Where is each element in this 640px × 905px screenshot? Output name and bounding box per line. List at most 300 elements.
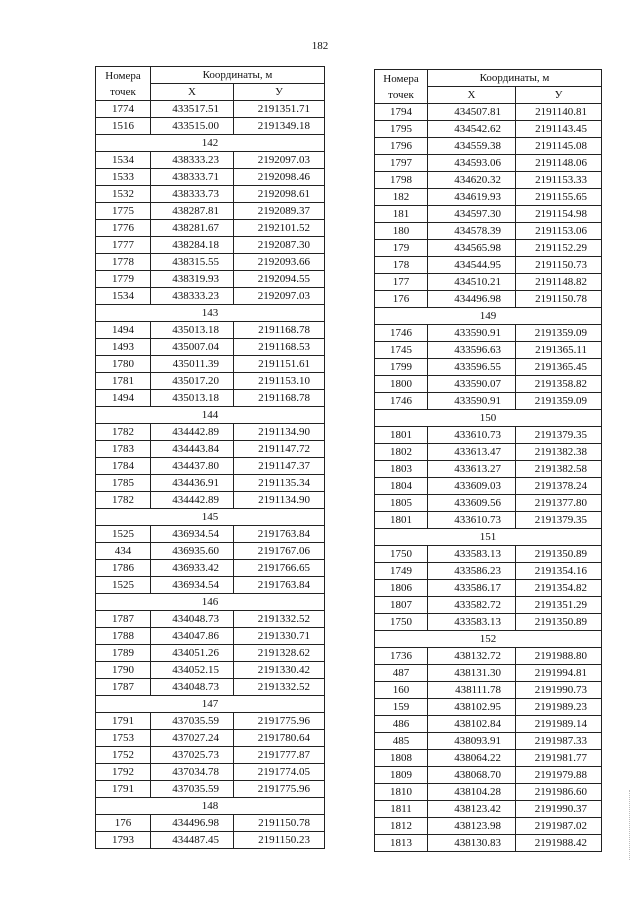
section-row	[375, 410, 602, 427]
x-coordinate-cell: 434052.15	[151, 662, 234, 679]
x-coordinate-cell: 438123.42	[428, 801, 516, 818]
y-coordinate-cell: 2191153.06	[516, 223, 602, 240]
point-number-cell: 1805	[375, 495, 428, 512]
point-number-cell: 1778	[96, 254, 151, 271]
x-coordinate-cell: 438064.22	[428, 750, 516, 767]
x-coordinate-cell: 434436.91	[151, 475, 234, 492]
table-row	[96, 339, 325, 356]
table-row	[375, 801, 602, 818]
point-number-cell: 1809	[375, 767, 428, 784]
table-row	[375, 121, 602, 138]
point-number-cell: 1803	[375, 461, 428, 478]
x-coordinate-cell: 434542.62	[428, 121, 516, 138]
x-coordinate-cell: 437027.24	[151, 730, 234, 747]
x-coordinate-cell: 438104.28	[428, 784, 516, 801]
point-number-cell: 1795	[375, 121, 428, 138]
point-number-cell: 1774	[96, 101, 151, 118]
y-coordinate-cell: 2191168.53	[234, 339, 325, 356]
table-row	[375, 223, 602, 240]
point-number-cell: 487	[375, 665, 428, 682]
point-number-cell: 1804	[375, 478, 428, 495]
table-row	[96, 169, 325, 186]
y-coordinate-cell: 2192097.03	[234, 288, 325, 305]
table-row	[96, 186, 325, 203]
x-coordinate-cell: 438111.78	[428, 682, 516, 699]
y-coordinate-cell: 2191379.35	[516, 427, 602, 444]
x-coordinate-cell: 434620.32	[428, 172, 516, 189]
section-row	[96, 135, 325, 152]
y-coordinate-cell: 2191359.09	[516, 393, 602, 410]
point-number-cell: 1777	[96, 237, 151, 254]
x-coordinate-cell: 433586.17	[428, 580, 516, 597]
y-coordinate-cell: 2191990.73	[516, 682, 602, 699]
x-coordinate-cell: 434443.84	[151, 441, 234, 458]
table-row	[96, 322, 325, 339]
table-row	[375, 563, 602, 580]
x-coordinate-cell: 438068.70	[428, 767, 516, 784]
point-number-cell: 1806	[375, 580, 428, 597]
scan-edge-mark	[629, 790, 632, 860]
x-coordinate-cell: 434559.38	[428, 138, 516, 155]
point-number-cell: 179	[375, 240, 428, 257]
table-row	[96, 662, 325, 679]
point-number-cell: 1736	[375, 648, 428, 665]
point-number-cell: 180	[375, 223, 428, 240]
point-number-cell: 1534	[96, 288, 151, 305]
y-coordinate-cell: 2191351.71	[234, 101, 325, 118]
y-coordinate-cell: 2191134.90	[234, 424, 325, 441]
y-coordinate-cell: 2191349.18	[234, 118, 325, 135]
table-row	[375, 716, 602, 733]
y-coordinate-cell: 2191988.42	[516, 835, 602, 852]
table-row	[375, 648, 602, 665]
section-number: 144	[96, 407, 325, 424]
x-coordinate-cell: 434051.26	[151, 645, 234, 662]
x-coordinate-cell: 438123.98	[428, 818, 516, 835]
table-row	[375, 393, 602, 410]
point-number-cell: 1782	[96, 492, 151, 509]
y-coordinate-cell: 2191148.82	[516, 274, 602, 291]
x-coordinate-cell: 434597.30	[428, 206, 516, 223]
x-coordinate-cell: 434487.45	[151, 832, 234, 849]
x-coordinate-cell: 435011.39	[151, 356, 234, 373]
point-number-cell: 1792	[96, 764, 151, 781]
point-number-cell: 1784	[96, 458, 151, 475]
table-row	[375, 597, 602, 614]
point-number-cell: 1493	[96, 339, 151, 356]
y-coordinate-cell: 2191332.52	[234, 679, 325, 696]
point-number-cell: 181	[375, 206, 428, 223]
table-row	[96, 237, 325, 254]
y-coordinate-cell: 2191382.58	[516, 461, 602, 478]
coordinates-table-left	[95, 66, 325, 849]
table-row	[96, 713, 325, 730]
x-coordinate-cell: 438102.84	[428, 716, 516, 733]
section-number: 147	[96, 696, 325, 713]
table-row	[375, 172, 602, 189]
point-number-cell: 160	[375, 682, 428, 699]
x-coordinate-cell: 434496.98	[428, 291, 516, 308]
x-coordinate-cell: 436934.54	[151, 577, 234, 594]
y-coordinate-cell: 2191365.45	[516, 359, 602, 376]
table-row	[375, 325, 602, 342]
header-points: Номера точек	[375, 70, 428, 104]
point-number-cell: 1786	[96, 560, 151, 577]
y-coordinate-cell: 2191148.06	[516, 155, 602, 172]
y-coordinate-cell: 2191351.29	[516, 597, 602, 614]
table-row	[96, 747, 325, 764]
point-number-cell: 1780	[96, 356, 151, 373]
section-number: 146	[96, 594, 325, 611]
point-number-cell: 1782	[96, 424, 151, 441]
x-coordinate-cell: 433515.00	[151, 118, 234, 135]
y-coordinate-cell: 2192098.61	[234, 186, 325, 203]
point-number-cell: 1785	[96, 475, 151, 492]
table-row	[96, 577, 325, 594]
y-coordinate-cell: 2191145.08	[516, 138, 602, 155]
table-row	[96, 441, 325, 458]
x-coordinate-cell: 438333.23	[151, 152, 234, 169]
point-number-cell: 1813	[375, 835, 428, 852]
point-number-cell: 1807	[375, 597, 428, 614]
y-coordinate-cell: 2191150.78	[516, 291, 602, 308]
x-coordinate-cell: 433609.03	[428, 478, 516, 495]
point-number-cell: 176	[96, 815, 151, 832]
point-number-cell: 176	[375, 291, 428, 308]
table-row	[375, 206, 602, 223]
point-number-cell: 1812	[375, 818, 428, 835]
x-coordinate-cell: 435007.04	[151, 339, 234, 356]
point-number-cell: 1746	[375, 393, 428, 410]
table-row	[96, 560, 325, 577]
page-number: 182	[311, 40, 329, 52]
point-number-cell: 1534	[96, 152, 151, 169]
section-number: 150	[375, 410, 602, 427]
y-coordinate-cell: 2191134.90	[234, 492, 325, 509]
y-coordinate-cell: 2191763.84	[234, 577, 325, 594]
y-coordinate-cell: 2191150.23	[234, 832, 325, 849]
table-row	[375, 444, 602, 461]
point-number-cell: 182	[375, 189, 428, 206]
table-row	[375, 138, 602, 155]
y-coordinate-cell: 2192087.30	[234, 237, 325, 254]
y-coordinate-cell: 2191377.80	[516, 495, 602, 512]
point-number-cell: 1791	[96, 781, 151, 798]
table-row	[96, 424, 325, 441]
table-row	[375, 461, 602, 478]
point-number-cell: 434	[96, 543, 151, 560]
table-row	[96, 832, 325, 849]
table-row	[375, 733, 602, 750]
header-coordinates: Координаты, м	[151, 67, 325, 84]
header-coordinates: Координаты, м	[428, 70, 602, 87]
y-coordinate-cell: 2191140.81	[516, 104, 602, 121]
x-coordinate-cell: 434048.73	[151, 679, 234, 696]
table-row	[96, 220, 325, 237]
point-number-cell: 1787	[96, 611, 151, 628]
table-row	[96, 288, 325, 305]
y-coordinate-cell: 2191780.64	[234, 730, 325, 747]
section-row	[96, 509, 325, 526]
point-number-cell: 1752	[96, 747, 151, 764]
point-number-cell: 1787	[96, 679, 151, 696]
table-row	[96, 492, 325, 509]
table-row	[375, 359, 602, 376]
y-coordinate-cell: 2192093.66	[234, 254, 325, 271]
point-number-cell: 1802	[375, 444, 428, 461]
section-number: 145	[96, 509, 325, 526]
point-number-cell: 1749	[375, 563, 428, 580]
x-coordinate-cell: 433583.13	[428, 546, 516, 563]
x-coordinate-cell: 438319.93	[151, 271, 234, 288]
y-coordinate-cell: 2191328.62	[234, 645, 325, 662]
point-number-cell: 159	[375, 699, 428, 716]
header-y: У	[234, 84, 325, 101]
point-number-cell: 177	[375, 274, 428, 291]
x-coordinate-cell: 438287.81	[151, 203, 234, 220]
y-coordinate-cell: 2191777.87	[234, 747, 325, 764]
x-coordinate-cell: 438315.55	[151, 254, 234, 271]
x-coordinate-cell: 435017.20	[151, 373, 234, 390]
table-row	[96, 118, 325, 135]
table-row	[375, 495, 602, 512]
x-coordinate-cell: 433609.56	[428, 495, 516, 512]
y-coordinate-cell: 2191989.23	[516, 699, 602, 716]
x-coordinate-cell: 438131.30	[428, 665, 516, 682]
x-coordinate-cell: 433582.72	[428, 597, 516, 614]
point-number-cell: 1798	[375, 172, 428, 189]
point-number-cell: 1800	[375, 376, 428, 393]
y-coordinate-cell: 2191155.65	[516, 189, 602, 206]
table-row	[375, 818, 602, 835]
section-row	[96, 305, 325, 322]
y-coordinate-cell: 2191153.33	[516, 172, 602, 189]
x-coordinate-cell: 433586.23	[428, 563, 516, 580]
point-number-cell: 1811	[375, 801, 428, 818]
x-coordinate-cell: 433596.63	[428, 342, 516, 359]
table-row	[96, 152, 325, 169]
x-coordinate-cell: 438281.67	[151, 220, 234, 237]
table-row	[375, 665, 602, 682]
y-coordinate-cell: 2191354.16	[516, 563, 602, 580]
table-row	[96, 356, 325, 373]
y-coordinate-cell: 2192101.52	[234, 220, 325, 237]
y-coordinate-cell: 2191988.80	[516, 648, 602, 665]
table-row	[96, 254, 325, 271]
y-coordinate-cell: 2192097.03	[234, 152, 325, 169]
y-coordinate-cell: 2191152.29	[516, 240, 602, 257]
table-row	[375, 614, 602, 631]
y-coordinate-cell: 2191766.65	[234, 560, 325, 577]
table-row	[375, 512, 602, 529]
table-row	[375, 189, 602, 206]
point-number-cell: 1745	[375, 342, 428, 359]
point-number-cell: 485	[375, 733, 428, 750]
table-row	[96, 271, 325, 288]
point-number-cell: 1790	[96, 662, 151, 679]
table-row	[375, 750, 602, 767]
x-coordinate-cell: 436934.54	[151, 526, 234, 543]
x-coordinate-cell: 438130.83	[428, 835, 516, 852]
y-coordinate-cell: 2191378.24	[516, 478, 602, 495]
x-coordinate-cell: 437035.59	[151, 713, 234, 730]
table-row	[375, 580, 602, 597]
x-coordinate-cell: 438333.23	[151, 288, 234, 305]
y-coordinate-cell: 2191350.89	[516, 614, 602, 631]
coordinates-table-right	[374, 69, 602, 852]
x-coordinate-cell: 434565.98	[428, 240, 516, 257]
x-coordinate-cell: 433590.91	[428, 393, 516, 410]
section-row	[96, 696, 325, 713]
y-coordinate-cell: 2191365.11	[516, 342, 602, 359]
y-coordinate-cell: 2191774.05	[234, 764, 325, 781]
y-coordinate-cell: 2191151.61	[234, 356, 325, 373]
table-row	[96, 543, 325, 560]
x-coordinate-cell: 434442.89	[151, 492, 234, 509]
y-coordinate-cell: 2191358.82	[516, 376, 602, 393]
y-coordinate-cell: 2191987.33	[516, 733, 602, 750]
table-row	[375, 682, 602, 699]
x-coordinate-cell: 434507.81	[428, 104, 516, 121]
x-coordinate-cell: 433590.91	[428, 325, 516, 342]
table-row	[96, 101, 325, 118]
x-coordinate-cell: 433517.51	[151, 101, 234, 118]
x-coordinate-cell: 434593.06	[428, 155, 516, 172]
table-row	[375, 699, 602, 716]
x-coordinate-cell: 434048.73	[151, 611, 234, 628]
table-row	[375, 546, 602, 563]
header-x: X	[428, 87, 516, 104]
point-number-cell: 486	[375, 716, 428, 733]
section-row	[96, 798, 325, 815]
y-coordinate-cell: 2191153.10	[234, 373, 325, 390]
table-row	[375, 274, 602, 291]
y-coordinate-cell: 2192098.46	[234, 169, 325, 186]
x-coordinate-cell: 434544.95	[428, 257, 516, 274]
point-number-cell: 1776	[96, 220, 151, 237]
point-number-cell: 178	[375, 257, 428, 274]
y-coordinate-cell: 2191350.89	[516, 546, 602, 563]
header-points: Номера точек	[96, 67, 151, 101]
x-coordinate-cell: 436933.42	[151, 560, 234, 577]
y-coordinate-cell: 2191775.96	[234, 781, 325, 798]
x-coordinate-cell: 435013.18	[151, 390, 234, 407]
table-row	[96, 679, 325, 696]
y-coordinate-cell: 2191150.73	[516, 257, 602, 274]
y-coordinate-cell: 2191147.72	[234, 441, 325, 458]
x-coordinate-cell: 435013.18	[151, 322, 234, 339]
point-number-cell: 1494	[96, 322, 151, 339]
point-number-cell: 1746	[375, 325, 428, 342]
y-coordinate-cell: 2191979.88	[516, 767, 602, 784]
y-coordinate-cell: 2191987.02	[516, 818, 602, 835]
y-coordinate-cell: 2191382.38	[516, 444, 602, 461]
x-coordinate-cell: 433590.07	[428, 376, 516, 393]
table-row	[375, 767, 602, 784]
x-coordinate-cell: 438102.95	[428, 699, 516, 716]
table-row	[96, 458, 325, 475]
header-row-top	[375, 70, 602, 87]
x-coordinate-cell: 438284.18	[151, 237, 234, 254]
point-number-cell: 1533	[96, 169, 151, 186]
table-row	[96, 645, 325, 662]
y-coordinate-cell: 2191981.77	[516, 750, 602, 767]
point-number-cell: 1810	[375, 784, 428, 801]
header-y: У	[516, 87, 602, 104]
point-number-cell: 1794	[375, 104, 428, 121]
section-number: 152	[375, 631, 602, 648]
point-number-cell: 1750	[375, 614, 428, 631]
y-coordinate-cell: 2191154.98	[516, 206, 602, 223]
point-number-cell: 1788	[96, 628, 151, 645]
y-coordinate-cell: 2191767.06	[234, 543, 325, 560]
table-row	[375, 427, 602, 444]
y-coordinate-cell: 2191989.14	[516, 716, 602, 733]
section-number: 149	[375, 308, 602, 325]
section-row	[375, 529, 602, 546]
section-number: 148	[96, 798, 325, 815]
point-number-cell: 1781	[96, 373, 151, 390]
table-row	[96, 203, 325, 220]
section-number: 142	[96, 135, 325, 152]
x-coordinate-cell: 438333.71	[151, 169, 234, 186]
y-coordinate-cell: 2191135.34	[234, 475, 325, 492]
table-row	[375, 784, 602, 801]
table-row	[375, 104, 602, 121]
x-coordinate-cell: 433583.13	[428, 614, 516, 631]
x-coordinate-cell: 434578.39	[428, 223, 516, 240]
point-number-cell: 1796	[375, 138, 428, 155]
table-row	[96, 628, 325, 645]
section-number: 143	[96, 305, 325, 322]
x-coordinate-cell: 434510.21	[428, 274, 516, 291]
table-row	[96, 730, 325, 747]
table-row	[96, 475, 325, 492]
point-number-cell: 1799	[375, 359, 428, 376]
x-coordinate-cell: 433613.27	[428, 461, 516, 478]
y-coordinate-cell: 2191332.52	[234, 611, 325, 628]
point-number-cell: 1525	[96, 577, 151, 594]
y-coordinate-cell: 2191990.37	[516, 801, 602, 818]
x-coordinate-cell: 437035.59	[151, 781, 234, 798]
table-row	[375, 478, 602, 495]
y-coordinate-cell: 2191147.37	[234, 458, 325, 475]
header-row-top	[96, 67, 325, 84]
point-number-cell: 1793	[96, 832, 151, 849]
section-row	[96, 594, 325, 611]
x-coordinate-cell: 437025.73	[151, 747, 234, 764]
table-row	[375, 291, 602, 308]
point-number-cell: 1801	[375, 512, 428, 529]
x-coordinate-cell: 436935.60	[151, 543, 234, 560]
table-row	[96, 764, 325, 781]
point-number-cell: 1775	[96, 203, 151, 220]
x-coordinate-cell: 438333.73	[151, 186, 234, 203]
y-coordinate-cell: 2192089.37	[234, 203, 325, 220]
section-row	[375, 308, 602, 325]
point-number-cell: 1808	[375, 750, 428, 767]
x-coordinate-cell: 437034.78	[151, 764, 234, 781]
y-coordinate-cell: 2192094.55	[234, 271, 325, 288]
table-row	[375, 342, 602, 359]
y-coordinate-cell: 2191359.09	[516, 325, 602, 342]
y-coordinate-cell: 2191330.71	[234, 628, 325, 645]
point-number-cell: 1753	[96, 730, 151, 747]
x-coordinate-cell: 438132.72	[428, 648, 516, 665]
y-coordinate-cell: 2191168.78	[234, 322, 325, 339]
y-coordinate-cell: 2191775.96	[234, 713, 325, 730]
point-number-cell: 1783	[96, 441, 151, 458]
